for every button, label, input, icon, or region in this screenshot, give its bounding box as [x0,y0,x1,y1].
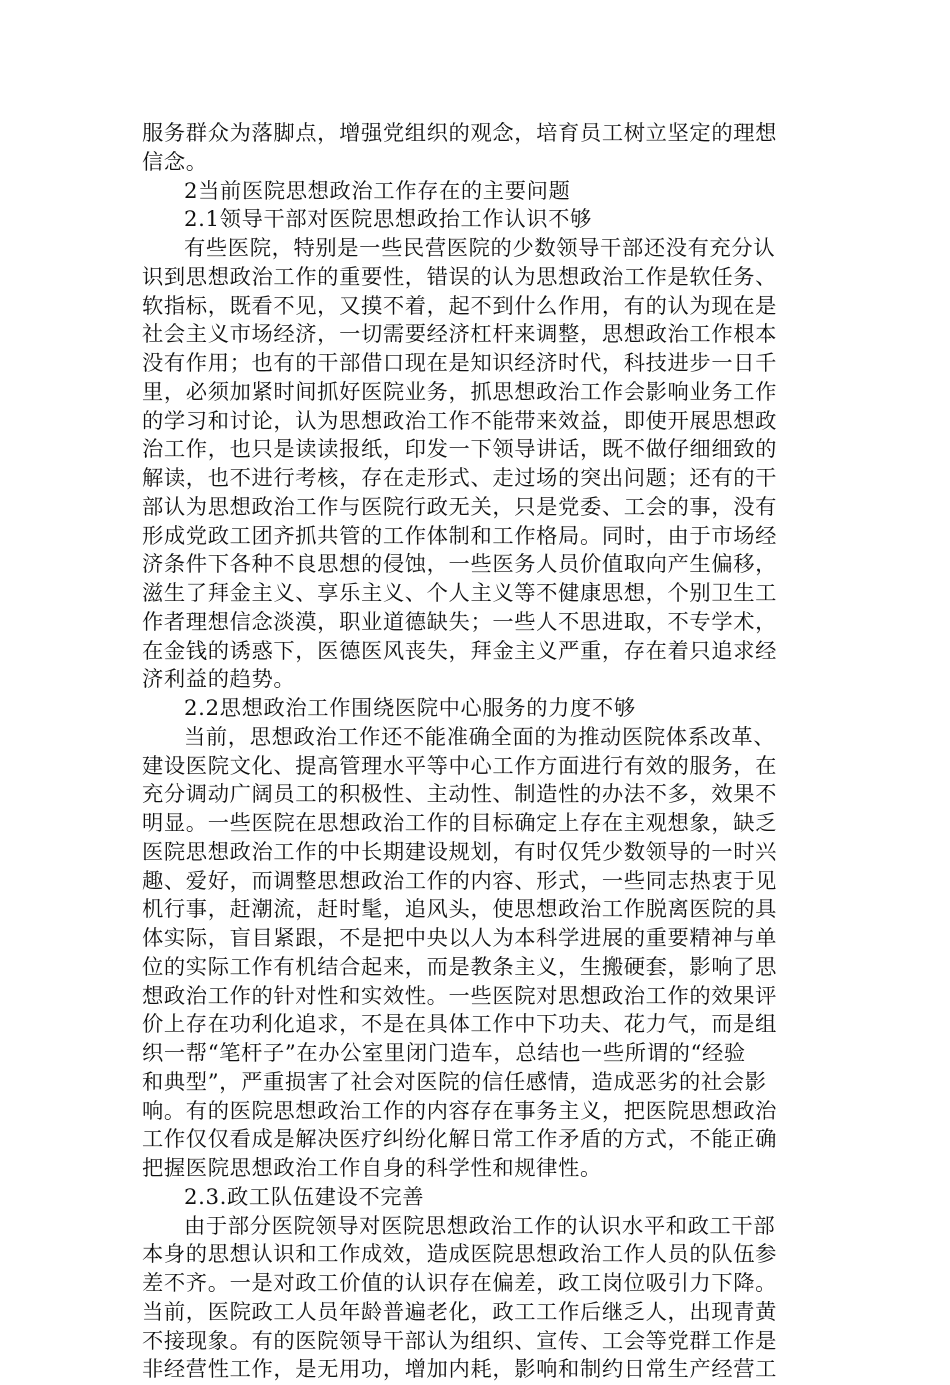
text-line: 差不齐。一是对政工价值的认识存在偏差，政工岗位吸引力下降。 [142,1271,778,1296]
text-line: 非经营性工作，是无用功，增加内耗，影响和制约日常生产经营工 [142,1357,778,1383]
text-line: 的学习和讨论，认为思想政治工作不能带来效益，即使开展思想政 [142,408,778,434]
text-line: 济条件下各种不良思想的侵蚀，一些医务人员价值取向产生偏移， [142,552,778,578]
text-line: 不接现象。有的医院领导干部认为组织、宣传、工会等党群工作是 [142,1328,778,1354]
text-line: 济利益的趋势。 [142,667,296,693]
text-line: 由于部分医院领导对医院思想政治工作的认识水平和政工干部 [184,1213,776,1239]
text-line: 2当前医院思想政治工作存在的主要问题 [184,178,571,204]
text-line: 软指标，既看不见，又摸不着，起不到什么作用，有的认为现在是 [142,293,778,319]
text-line: 形成党政工团齐抓共管的工作体制和工作格局。同时，由于市场经 [142,523,778,549]
text-line: 2.1领导干部对医院思想政抬工作认识不够 [184,207,592,233]
text-line: 响。有的医院思想政治工作的内容存在事务主义，把医院思想政治 [142,1098,778,1124]
text-line: 解读，也不进行考核，存在走形式、走过场的突出问题；还有的干 [142,466,778,491]
text-line: 有些医院，特别是一些民营医院的少数领导干部还没有充分认 [184,236,776,261]
text-line: 社会主义市场经济，一切需要经济杠杆来调整，思想政治工作根本 [142,322,778,348]
text-line: 2.3.政工队伍建设不完善 [184,1184,425,1210]
text-line: 价上存在功利化追求，不是在具体工作中下功夫、花力气，而是组 [142,1012,778,1038]
text-line: 识到思想政治工作的重要性，错误的认为思想政治工作是软任务、 [142,264,778,290]
text-line: 治工作，也只是读读报纸，印发一下领导讲话，既不做仔细细致的 [142,437,778,463]
text-line: 部认为思想政治工作与医院行政无关，只是党委、工会的事，没有 [142,494,778,520]
text-line: 和典型”，严重损害了社会对医院的信任感情，造成恶劣的社会影 [142,1069,767,1095]
text-line: 在金钱的诱惑下，医德医风丧失，拜金主义严重，存在着只追求经 [142,638,778,664]
text-line: 位的实际工作有机结合起来，而是教条主义，生搬硬套，影响了思 [142,954,778,980]
text-line: 把握医院思想政治工作自身的科学性和规律性。 [142,1156,602,1181]
text-line: 服务群众为落脚点，增强党组织的观念，培育员工树立坚定的理想 [142,121,778,146]
text-line: 明显。一些医院在思想政治工作的目标确定上存在主观想象，缺乏 [142,811,778,836]
text-line: 没有作用；也有的干部借口现在是知识经济时代，科技进步一日千 [142,351,778,376]
text-line: 建设医院文化、提高管理水平等中心工作方面进行有效的服务，在 [142,753,778,779]
text-line: 信念。 [142,149,208,175]
text-line: 医院思想政治工作的中长期建设规划，有时仅凭少数领导的一时兴 [142,839,778,865]
text-line: 充分调动广阔员工的积极性、主动性、制造性的办法不多，效果不 [142,782,778,808]
text-line: 工作仅仅看成是解决医疗纠纷化解日常工作矛盾的方式，不能正确 [142,1127,778,1153]
text-line: 想政治工作的针对性和实效性。一些医院对思想政治工作的效果评 [142,983,778,1009]
text-line: 当前，医院政工人员年龄普遍老化，政工工作后继乏人，出现青黄 [142,1299,778,1325]
text-line: 体实际，盲目紧跟，不是把中央以人为本科学进展的重要精神与单 [142,926,778,951]
text-line: 2.2思想政治工作围绕医院中心服务的力度不够 [184,696,636,721]
text-line: 机行事，赶潮流，赶时髦，追风头，使思想政治工作脱离医院的具 [142,897,778,923]
text-line: 织一帮“笔杆子”在办公室里闭门造车，总结也一些所谓的“经验 [142,1041,746,1066]
document-page [142,120,814,1385]
text-line: 滋生了拜金主义、享乐主义、个人主义等不健康思想，个别卫生工 [142,581,778,606]
text-line: 趣、爱好，而调整思想政治工作的内容、形式，一些同志热衷于见 [142,868,778,894]
text-line: 作者理想信念淡漠，职业道德缺失；一些人不思进取，不专学术， [142,609,778,635]
text-line: 里，必须加紧时间抓好医院业务，抓思想政治工作会影响业务工作 [142,379,778,405]
text-line: 本身的思想认识和工作成效，造成医院思想政治工作人员的队伍参 [142,1242,778,1268]
text-line: 当前，思想政治工作还不能准确全面的为推动医院体系改革、 [184,724,776,750]
